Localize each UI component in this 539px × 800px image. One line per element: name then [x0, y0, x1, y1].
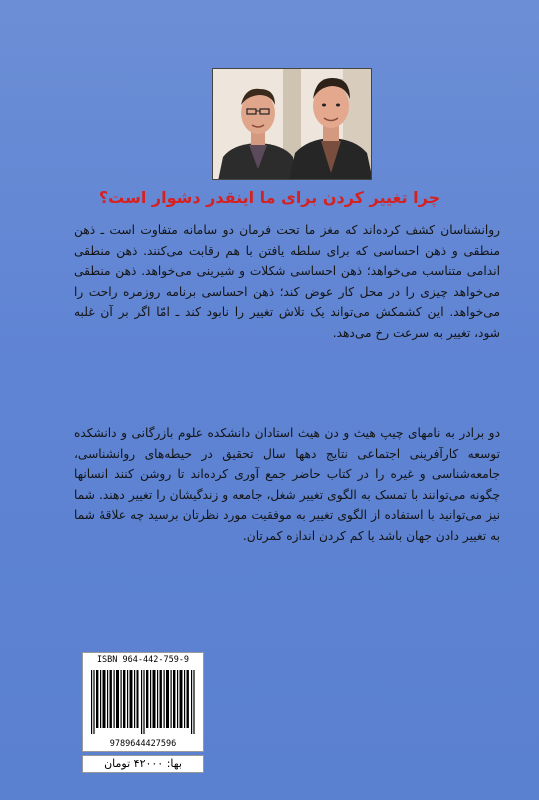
paragraph-1-text: روانشناسان کشف کرده‌اند که مغز ما تحت فرمان دو سامانه متفاوت است ـ ذهن منطقی و ذهن احساسی که برای سلطه یافتن با هم رقابت می‌کنند. ذهن منطقی اندامی متناسب می‌خواهد؛ ذهن احساسی شکلات و شیرینی می‌خواهد. ذهن منطقی می‌خواهد چیزی را در محل کار عوض کند؛ ذهن احساسی برنامه روزمره راحت را می‌خواهد. این کشمکش می‌تواند یک تلاش تغییر را نابود کند ـ امّا اگر بر آن غلبه شود، تغییر به سرعت رخ می‌دهد.: [74, 223, 500, 340]
price-label: بها: ۴۲۰۰۰ تومان: [82, 755, 204, 773]
barcode-digits: 9789644427596: [109, 739, 177, 749]
paragraph-2-text: دو برادر به نامهای چیپ هیث و دن هیث استادان دانشکده علوم بازرگانی و دانشکده توسعه کارآفرینی اجتماعی نتایج دهها سال تحقیق در حیطه‌های روانشناسی، جامعه‌شناسی و غیره را در کتاب حاضر جمع آوری کرده‌اند تا روشن کنند انسانها چگونه می‌توانند با تمسک به الگوی تغییر شغل، جامعه و زندگیشان را تغییر دهند. شما نیز می‌توانید با استفاده از الگوی تغییر به موفقیت مورد نظرتان برسید چه علاقهٔ شما به تغییر دادن جهان باشد یا کم کردن اندازه کمرتان.: [74, 426, 500, 543]
author-photo: [212, 68, 372, 180]
barcode: [89, 670, 199, 734]
isbn-label: ISBN 964-442-759-9: [96, 655, 190, 665]
description-paragraph-1: [74, 220, 500, 343]
headline: چرا تغییر کردن برای ما اینقدر دشوار است؟: [98, 188, 441, 207]
description-paragraph-2: [74, 423, 500, 546]
barcode-box: [82, 652, 204, 752]
